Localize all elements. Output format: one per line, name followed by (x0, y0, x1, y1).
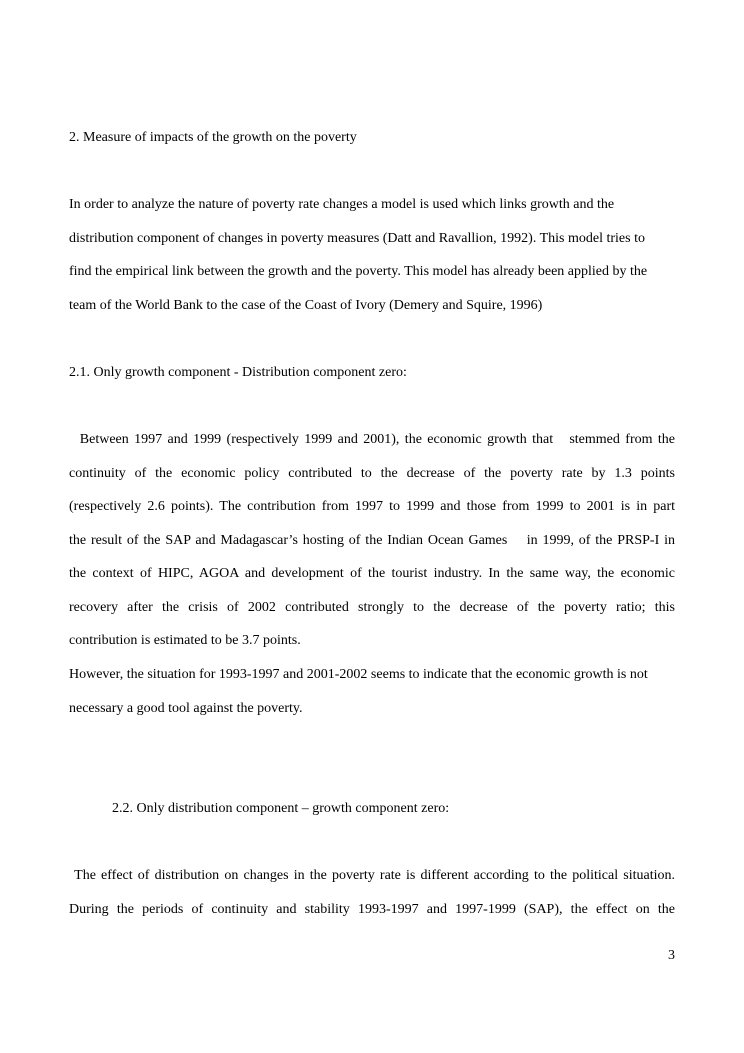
section-heading-2: 2. Measure of impacts of the growth on the poverty (69, 130, 357, 145)
section-heading-2-2: 2.2. Only distribution component – growth component zero: (112, 801, 450, 816)
growth-paragraph-line: the context of HIPC, AGOA and development of the tourist industry. In the same way, the economic (69, 566, 675, 581)
intro-line: team of the World Bank to the case of the Coast of Ivory (Demery and Squire, 1996) (69, 298, 543, 313)
however-paragraph-line: necessary a good tool against the poverty. (69, 701, 303, 716)
intro-line: find the empirical link between the growth and the poverty. This model has already been applied by the (69, 264, 648, 279)
growth-paragraph-line: (respectively 2.6 points). The contribution from 1997 to 1999 and those from 1999 to 2001 is in part (69, 499, 675, 514)
growth-paragraph-line: recovery after the crisis of 2002 contributed strongly to the decrease of the poverty ratio; this (69, 600, 675, 615)
distribution-paragraph-line: During the periods of continuity and stability 1993-1997 and 1997-1999 (SAP), the effect on the (69, 902, 675, 917)
however-paragraph-line: However, the situation for 1993-1997 and 2001-2002 seems to indicate that the economic growth is not (69, 667, 648, 682)
growth-paragraph-line: contribution is estimated to be 3.7 points. (69, 633, 301, 648)
growth-paragraph-line: the result of the SAP and Madagascar’s hosting of the Indian Ocean Games in 1999, of the PRSP-I in (69, 533, 675, 548)
section-heading-2-1: 2.1. Only growth component - Distribution component zero: (69, 365, 407, 380)
intro-line: In order to analyze the nature of poverty rate changes a model is used which links growth and the (69, 197, 615, 212)
page-number: 3 (668, 948, 675, 963)
growth-paragraph-line: continuity of the economic policy contributed to the decrease of the poverty rate by 1.3 points (69, 466, 675, 481)
growth-paragraph-line: Between 1997 and 1999 (respectively 1999 and 2001), the economic growth that stemmed from the (69, 432, 675, 447)
intro-line: distribution component of changes in poverty measures (Datt and Ravallion, 1992). This model tries to (69, 231, 645, 246)
distribution-paragraph-line: The effect of distribution on changes in the poverty rate is different according to the political situation. (69, 868, 675, 883)
